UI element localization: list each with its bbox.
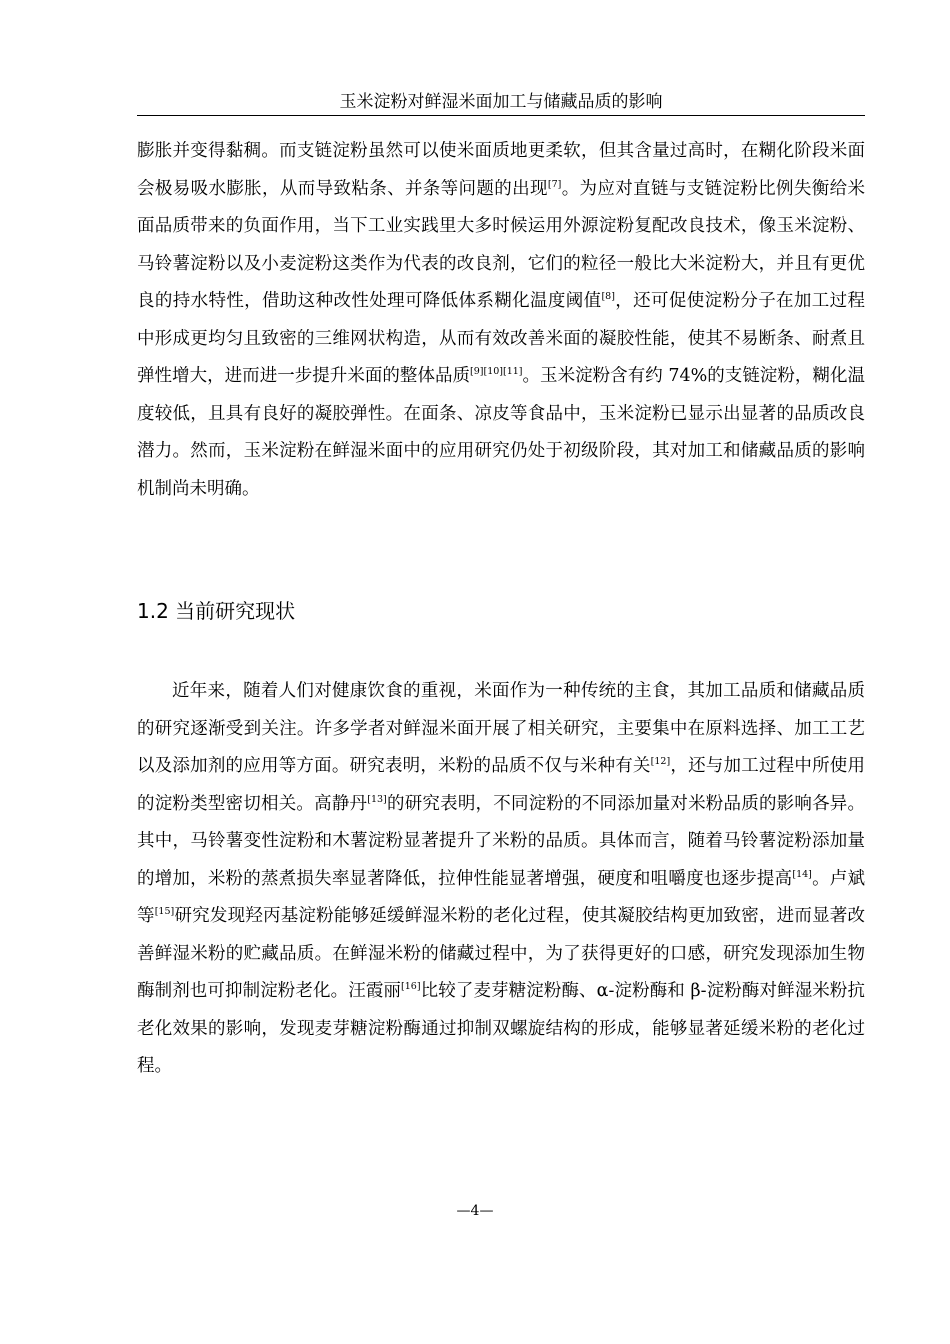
- text-run: 近年来，随着人们对健康饮食的重视，米面作为一种传统的主食，其加工品质和储藏品质的研究逐渐受到关注。许多学者对鲜湿米面开展了相关研究，主要集中在原料选择、加工工艺以及添加剂的应用等方面。研究表明，米粉的品质不仅与米种有关: [137, 681, 865, 776]
- citation-ref: [12]: [650, 756, 671, 767]
- text-run: 。为应对直链与支链淀粉比例失衡给米面品质带来的负面作用，当下工业实践里大多时候运用外源淀粉复配改良技术，像玉米淀粉、马铃薯淀粉以及小麦淀粉这类作为代表的改良剂，它们的粒径一般比大米淀粉大，并且有更优良的持水特性，借助这种改性处理可降低体系糊化温度阈值: [137, 178, 866, 311]
- text-run: 。卢斌等: [137, 868, 866, 926]
- citation-ref: [15]: [154, 906, 175, 917]
- running-header-title: 玉米淀粉对鲜湿米面加工与储藏品质的影响: [339, 92, 663, 112]
- page-number: —4—: [456, 1203, 494, 1219]
- text-run: 。玉米淀粉含有约 74%的支链淀粉，糊化温度较低，且具有良好的凝胶弹性。在面条、凉皮等食品中，玉米淀粉已显示出显著的品质改良潜力。然而，玉米淀粉在鲜湿米面中的应用研究仍处于初级阶段，其对加工和储藏品质的影响机制尚未明确。: [137, 366, 865, 499]
- text-run: 比较了麦芽糖淀粉酶、α-淀粉酶和 β-淀粉酶对鲜湿米粉抗老化效果的影响，发现麦芽糖淀粉酶通过抑制双螺旋结构的形成，能够显著延缓米粉的老化过程。: [137, 981, 866, 1076]
- text-run: 膨胀并变得黏稠。而支链淀粉虽然可以使米面质地更柔软，但其含量过高时，在糊化阶段米面会极易吸水膨胀，从而导致粘条、并条等问题的出现: [137, 141, 865, 199]
- citation-ref: [14]: [792, 868, 812, 880]
- citation-ref: [7]: [547, 178, 562, 190]
- citation-ref: [13]: [367, 793, 387, 805]
- section-heading: 1.2 当前研究现状: [137, 599, 296, 623]
- text-run: ，还可促使淀粉分子在加工过程中形成更均匀且致密的三维网状构造，从而有效改善米面的凝胶性能，使其不易断条、耐煮且弹性增大，进而进一步提升米面的整体品质: [137, 291, 866, 386]
- text-run: 研究发现羟丙基淀粉能够延缓鲜湿米粉的老化过程，使其凝胶结构更加致密，进而显著改善鲜湿米粉的贮藏品质。在鲜湿米粉的储藏过程中，为了获得更好的口感，研究发现添加生物酶制剂也可抑制淀粉老化。汪霞丽: [137, 906, 866, 1001]
- citation-ref: [8]: [601, 291, 615, 302]
- header-rule: [137, 115, 865, 116]
- text-run: ，还与加工过程中所使用的淀粉类型密切相关。高静丹: [137, 756, 866, 814]
- body-paragraph-1: [137, 133, 865, 508]
- citation-ref: [9][10][11]: [470, 366, 523, 377]
- citation-ref: [16]: [401, 981, 421, 992]
- body-paragraph-2: [137, 673, 865, 1086]
- text-run: 的研究表明，不同淀粉的不同添加量对米粉品质的影响各异。其中，马铃薯变性淀粉和木薯淀粉显著提升了米粉的品质。具体而言，随着马铃薯淀粉添加量的增加，米粉的蒸煮损失率显著降低，拉伸性能显著增强，硬度和咀嚼度也逐步提高: [137, 793, 866, 889]
